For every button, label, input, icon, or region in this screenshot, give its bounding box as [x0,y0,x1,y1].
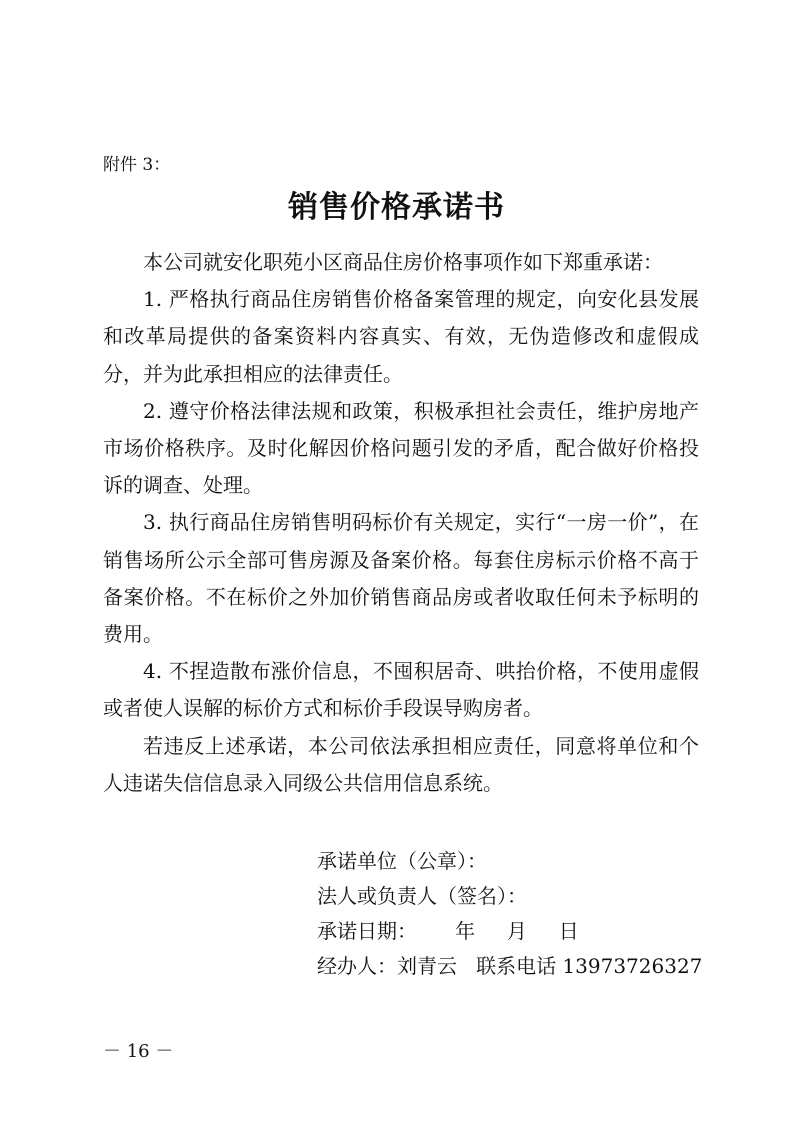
intro-paragraph: 本公司就安化职苑小区商品住房价格事项作如下郑重承诺： [143,250,663,274]
unit-seal-label: 承诺单位（公章）： [317,849,487,873]
commitment-date-label: 承诺日期： 年 月 日 [317,919,579,943]
commitment-item-2: 2. 遵守价格法律法规和政策，积极承担社会责任，维护房地产市场价格秩序。及时化解因价格问题引发的矛盾，配合做好价格投诉的调查、处理。 [103,398,699,498]
attachment-label: 附件 3： [103,155,171,175]
commitment-item-3: 3. 执行商品住房销售明码标价有关规定，实行“一房一价”，在销售场所公示全部可售房源及备案价格。每套住房标示价格不高于备案价格。不在标价之外加价销售商品房或者收取任何未予标明的费用。 [103,510,699,647]
liability-paragraph: 若违反上述承诺，本公司依法承担相应责任，同意将单位和个人违诺失信信息录入同级公共信用信息系统。 [103,733,699,795]
page-number: － 16 － [103,1041,174,1062]
commitment-item-4: 4. 不捏造散布涨价信息，不囤积居奇、哄抬价格，不使用虚假或者使人误解的标价方式和标价手段误导购房者。 [103,659,699,721]
document-body [103,244,699,802]
signature-block [317,844,702,984]
document-title: 销售价格承诺书 [288,190,505,225]
commitment-item-1: 1. 严格执行商品住房销售价格备案管理的规定，向安化县发展和改革局提供的备案资料内容真实、有效，无伪造修改和虚假成分，并为此承担相应的法律责任。 [103,287,699,386]
handler-contact-line: 经办人：刘青云 联系电话 13973726327 [317,954,703,978]
legal-rep-signature-label: 法人或负责人（签名）： [317,884,527,908]
